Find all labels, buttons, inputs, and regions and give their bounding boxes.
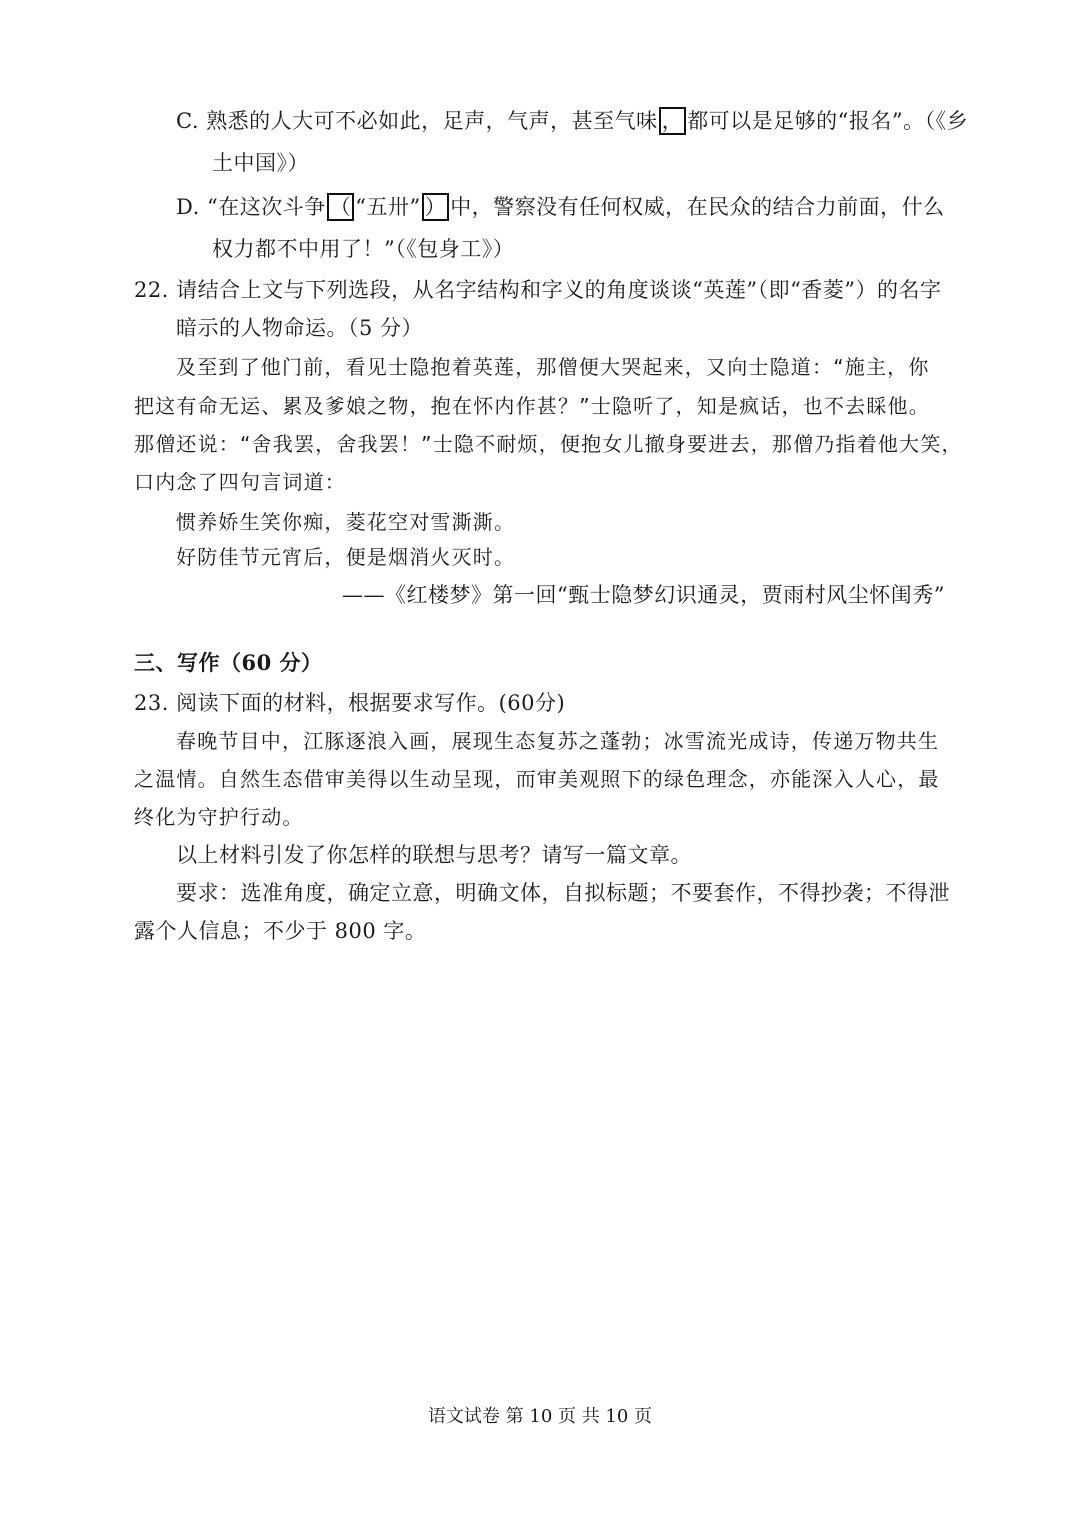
- option-c-text-pre: 熟悉的人大可不必如此，足声，气声，甚至气味: [206, 109, 658, 133]
- option-c-line1: [176, 106, 968, 136]
- passage-source: ——《红楼梦》第一回“甄士隐梦幻识通灵，贾雨村风尘怀闺秀”: [342, 583, 945, 607]
- material-line: 春晚节目中，江豚逐浪入画，展现生态复苏之蓬勃；冰雪流光成诗，传递万物共生: [176, 729, 940, 753]
- question-23-prompt: 阅读下面的材料，根据要求写作。(60分): [176, 691, 566, 715]
- poem-line: 好防佳节元宵后，便是烟消火灭时。: [176, 545, 516, 569]
- option-c-line2: 土中国》）: [212, 151, 309, 175]
- question-22-text: 请结合上文与下列选段，从名字结构和字义的角度谈谈“英莲”（即“香菱”）的名字: [176, 278, 942, 302]
- material-line: 之温情。自然生态借审美得以生动呈现，而审美观照下的绿色理念，亦能深入人心，最: [134, 767, 940, 791]
- material-line: 终化为守护行动。: [134, 805, 304, 829]
- boxed-close-paren: ）: [422, 193, 450, 221]
- requirements-line: 露个人信息；不少于 800 字。: [134, 919, 427, 943]
- option-d-text-mid: “五卅”: [355, 195, 421, 219]
- page-footer: 语文试卷 第 10 页 共 10 页: [427, 1406, 653, 1427]
- boxed-open-paren: （: [327, 193, 355, 221]
- option-c-label: C.: [176, 109, 199, 133]
- option-d-text-pre: “在这次斗争: [206, 195, 326, 219]
- writing-question: 以上材料引发了你怎样的联想与思考？请写一篇文章。: [176, 843, 692, 867]
- option-d-text-post: 中，警察没有任何权威，在民众的结合力前面，什么: [450, 195, 945, 219]
- option-d-line2: 权力都不中用了！”（《包身工》）: [212, 237, 515, 261]
- option-d-label: D.: [176, 195, 200, 219]
- option-c-text-post: 都可以是足够的“报名”。（《乡: [687, 109, 969, 133]
- boxed-punctuation: ，: [659, 107, 687, 135]
- passage-line: 及至到了他门前，看见士隐抱着英莲，那僧便大哭起来，又向士隐道：“施主，你: [176, 355, 930, 379]
- poem-line: 惯养娇生笑你痴，菱花空对雪澌澌。: [176, 510, 516, 534]
- question-22-line1: [134, 275, 942, 305]
- question-23-line: [134, 688, 565, 718]
- passage-line: 口内念了四句言词道：: [134, 470, 346, 494]
- option-d-line1: [176, 192, 945, 222]
- passage-line: 那僧还说：“舍我罢，舍我罢！”士隐不耐烦，便抱女儿撤身要进去，那僧乃指着他大笑，: [134, 432, 963, 456]
- question-23-number: 23.: [134, 691, 169, 715]
- section-heading: 三、写作（60 分）: [134, 650, 323, 675]
- question-22-line2: 暗示的人物命运。（5 分）: [176, 316, 424, 340]
- requirements-line: 要求：选准角度，确定立意，明确文体，自拟标题；不要套作，不得抄袭；不得泄: [176, 881, 950, 905]
- passage-line: 把这有命无运、累及爹娘之物，抱在怀内作甚？”士隐听了，知是疯话，也不去睬他。: [134, 394, 930, 418]
- question-22-number: 22.: [134, 278, 169, 302]
